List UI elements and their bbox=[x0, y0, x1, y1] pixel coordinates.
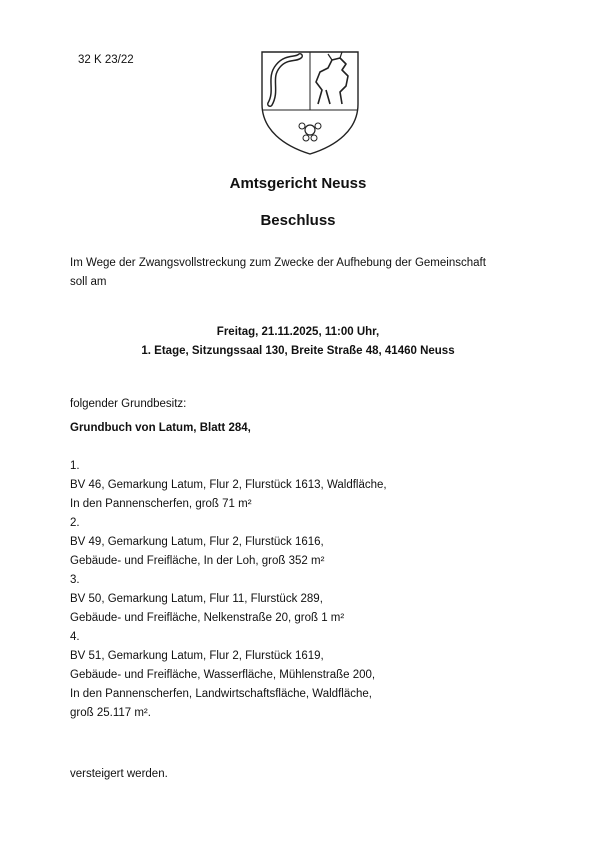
list-item: 2. bbox=[70, 517, 80, 529]
list-item: BV 51, Gemarkung Latum, Flur 2, Flurstück 1619, bbox=[70, 650, 324, 662]
court-name: Amtsgericht Neuss bbox=[229, 175, 367, 192]
file-number: 32 K 23/22 bbox=[78, 54, 134, 66]
list-item: Gebäude- und Freifläche, Nelkenstraße 20, groß 1 m² bbox=[70, 612, 345, 624]
list-item: BV 49, Gemarkung Latum, Flur 2, Flurstück 1616, bbox=[70, 536, 324, 548]
list-item: groß 25.117 m². bbox=[70, 707, 151, 719]
list-item: In den Pannenscherfen, Landwirtschaftsfläche, Waldfläche, bbox=[70, 688, 372, 700]
property-list bbox=[70, 457, 387, 723]
list-item: 3. bbox=[70, 574, 80, 586]
list-item: 1. bbox=[70, 460, 80, 472]
coat-of-arms-icon bbox=[256, 46, 364, 156]
list-item: Gebäude- und Freifläche, Wasserfläche, Mühlenstraße 200, bbox=[70, 669, 376, 681]
intro-line-2: soll am bbox=[70, 276, 107, 288]
auction-date: Freitag, 21.11.2025, 11:00 Uhr, bbox=[216, 326, 380, 338]
closing-text: versteigert werden. bbox=[70, 768, 168, 780]
intro-line-1: Im Wege der Zwangsvollstreckung zum Zwecke der Aufhebung der Gemeinschaft bbox=[70, 257, 486, 269]
document-title: Beschluss bbox=[260, 212, 336, 229]
auction-location: 1. Etage, Sitzungssaal 130, Breite Straße 48, 41460 Neuss bbox=[141, 345, 455, 357]
property-heading: folgender Grundbesitz: bbox=[70, 398, 187, 410]
list-item: In den Pannenscherfen, groß 71 m² bbox=[70, 498, 252, 510]
list-item: BV 46, Gemarkung Latum, Flur 2, Flurstück 1613, Waldfläche, bbox=[70, 479, 387, 491]
list-item: Gebäude- und Freifläche, In der Loh, groß 352 m² bbox=[70, 555, 325, 567]
list-item: 4. bbox=[70, 631, 80, 643]
list-item: BV 50, Gemarkung Latum, Flur 11, Flurstück 289, bbox=[70, 593, 323, 605]
land-register: Grundbuch von Latum, Blatt 284, bbox=[70, 422, 251, 434]
